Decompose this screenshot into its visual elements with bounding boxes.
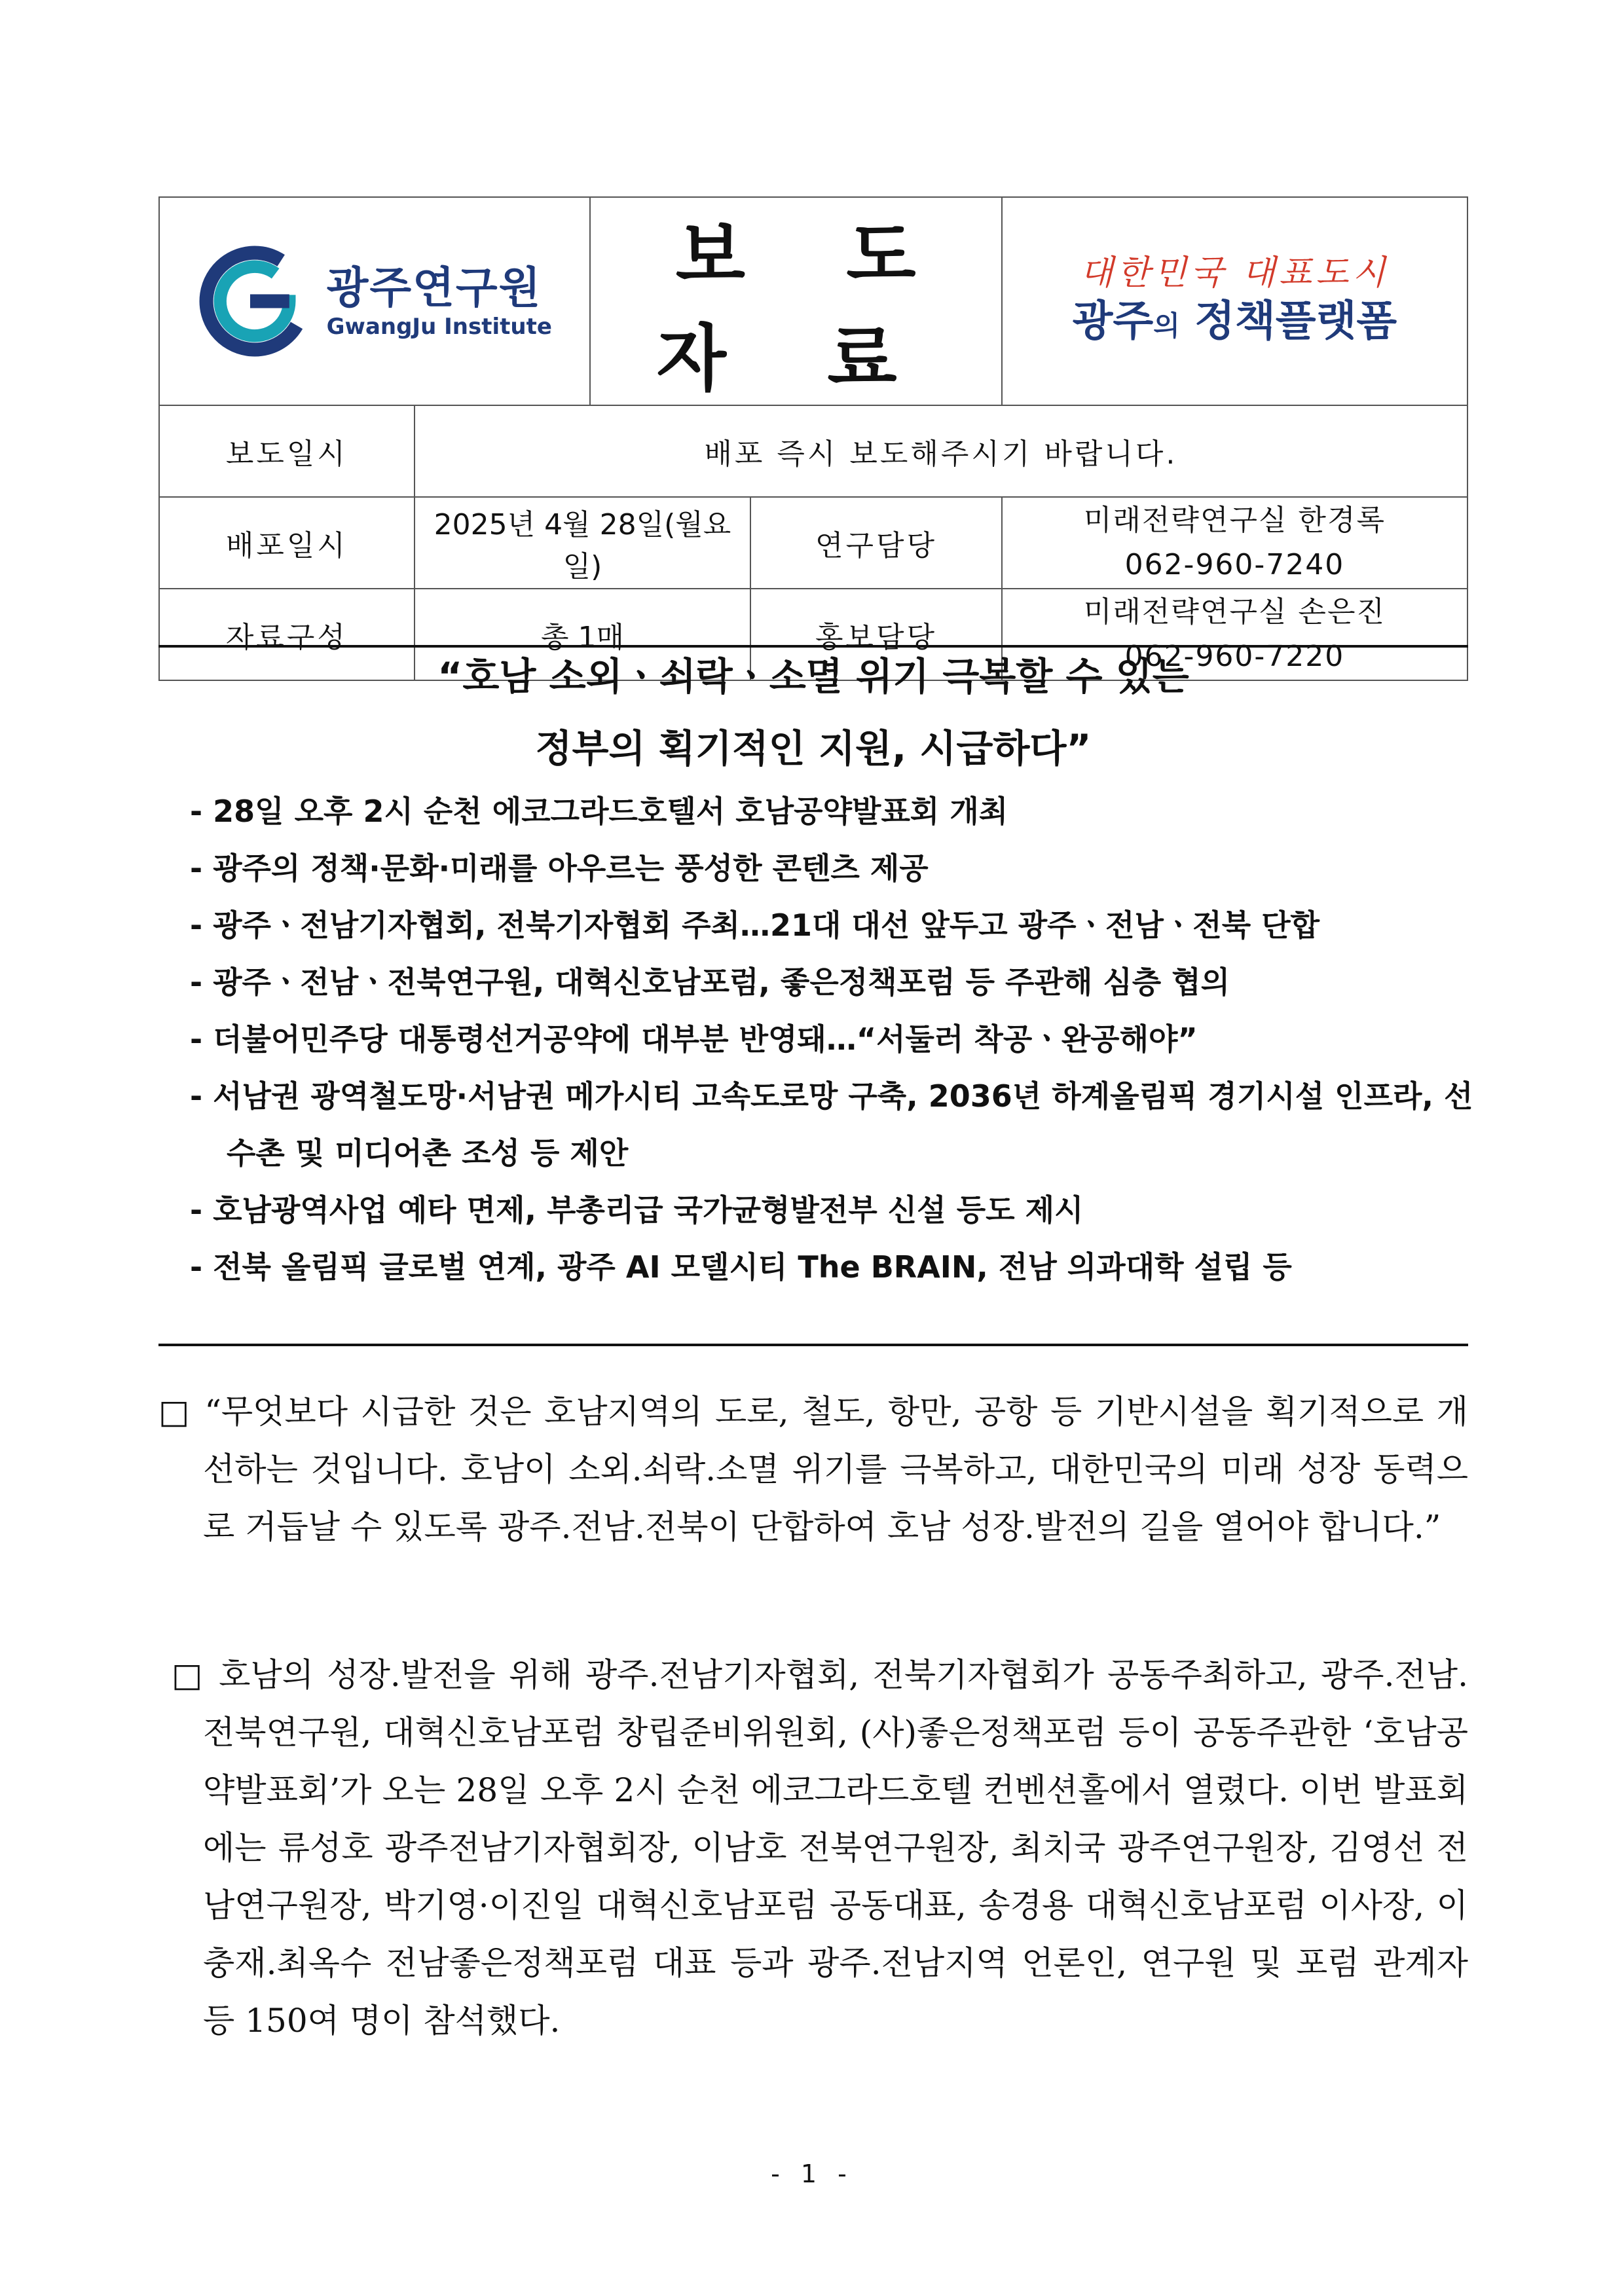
- research-contact-dept: 미래전략연구실 한경록: [1083, 504, 1386, 537]
- subheadline-item: - 더불어민주당 대통령선거공약에 대부분 반영돼…“서둘러 착공ㆍ완공해야”: [190, 1021, 1198, 1057]
- institute-logo: [160, 244, 589, 359]
- checkbox-bullet-icon: □: [172, 1656, 206, 1694]
- logo-english-name: GwangJu Institute: [326, 314, 552, 340]
- gwangju-institute-logo-icon: [197, 244, 312, 359]
- pr-contact-phone: 062-960-7220: [1124, 640, 1345, 673]
- pr-contact-dept: 미래전략연구실 손은진: [1083, 595, 1386, 629]
- research-contact-phone: 062-960-7240: [1124, 548, 1345, 581]
- body-paragraph-1-text: “무엇보다 시급한 것은 호남지역의 도로, 철도, 항만, 공항 등 기반시설을 획기적으로 개선하는 것입니다. 호남이 소외.쇠락.소멸 위기를 극복하고, 대한민국의 미래 성장 동력으로 거듭날 수 있도록 광주.전남.전북이 단합하여 호남 성장.발전의 길을 열어야 합니다.”: [203, 1393, 1468, 1546]
- subheadline-item: - 광주의 정책·문화·미래를 아우르는 풍성한 콘텐츠 제공: [190, 851, 929, 886]
- checkbox-bullet-icon: □: [158, 1393, 192, 1431]
- slogan-cell: [1002, 197, 1467, 405]
- distribution-time-label: 배포일시: [159, 497, 415, 589]
- press-release-title: 보 도 자 료: [656, 213, 954, 401]
- report-time-value: 배포 즉시 보도해주시기 바랍니다.: [415, 405, 1467, 497]
- logo-cell: [159, 197, 590, 405]
- subheadline-item: - 서남권 광역철도망·서남권 메가시티 고속도로망 구축, 2036년 하계올림픽 경기시설 인프라, 선수촌 및 미디어촌 조성 등 제안: [190, 1078, 1473, 1171]
- body-paragraph-1: [158, 1383, 1468, 1556]
- headline-line-2: 정부의 획기적인 지원, 시급하다”: [535, 726, 1092, 771]
- research-contact-label: 연구담당: [750, 497, 1002, 589]
- slogan-line-2: [1003, 295, 1467, 352]
- headline-line-1: “호남 소외ㆍ쇠락ㆍ소멸 위기 극복할 수 있는: [437, 654, 1189, 699]
- slogan-city: 광주: [1072, 297, 1154, 346]
- press-header-table: [158, 196, 1468, 681]
- material-value: 총 1매: [415, 589, 751, 680]
- logo-korean-name: 광주연구원: [326, 263, 542, 313]
- slogan-rest: 정책플랫폼: [1179, 297, 1397, 346]
- subheadline-item: - 전북 올림픽 글로벌 연계, 광주 AI 모델시티 The BRAIN, 전남 의과대학 설립 등: [190, 1249, 1292, 1285]
- headline-bottom-rule: [158, 1344, 1468, 1346]
- subheadline-item: - 광주ㆍ전남기자협회, 전북기자협회 주최…21대 대선 앞두고 광주ㆍ전남ㆍ전북 단합: [190, 908, 1320, 943]
- page-number: - 1 -: [771, 2159, 853, 2188]
- pr-contact-label: 홍보담당: [750, 589, 1002, 680]
- research-contact-value: [1002, 497, 1467, 589]
- slogan-particle: 의: [1153, 309, 1180, 342]
- distribution-time-value: 2025년 4월 28일(월요일): [415, 497, 751, 589]
- report-time-label: 보도일시: [159, 405, 415, 497]
- subheadline-item: - 28일 오후 2시 순천 에코그라드호텔서 호남공약발표회 개최: [190, 794, 1008, 829]
- slogan-line-1: 대한민국 대표도시: [1080, 253, 1390, 293]
- material-label: 자료구성: [159, 589, 415, 680]
- body-paragraph-2: [172, 1646, 1468, 2049]
- subheadline-item: - 광주ㆍ전남ㆍ전북연구원, 대혁신호남포럼, 좋은정책포럼 등 주관해 심층 협의: [190, 964, 1230, 1000]
- press-title-cell: [590, 197, 1002, 405]
- body-paragraph-2-text: 호남의 성장.발전을 위해 광주.전남기자협회, 전북기자협회가 공동주최하고, 광주.전남.전북연구원, 대혁신호남포럼 창립준비위원회, (사)좋은정책포럼 등이 공동주관한 ‘호남공약발표회’가 오는 28일 오후 2시 순천 에코그라드호텔 컨벤션홀에서 열렸다. 이번 발표회에는 류성호 광주전남기자협회장, 이남호 전북연구원장, 최치국 광주연구원장, 김영선 전남연구원장, 박기영·이진일 대혁신호남포럼 공동대표, 송경용 대혁신호남포럼 이사장, 이충재.최옥수 전남좋은정책포럼 대표 등과 광주.전남지역 언론인, 연구원 및 포럼 관계자 등 150여 명이 참석했다.: [203, 1656, 1468, 2040]
- subheadline-item: - 호남광역사업 예타 면제, 부총리급 국가균형발전부 신설 등도 제시: [190, 1192, 1084, 1228]
- subheadline-list: [190, 783, 1473, 1296]
